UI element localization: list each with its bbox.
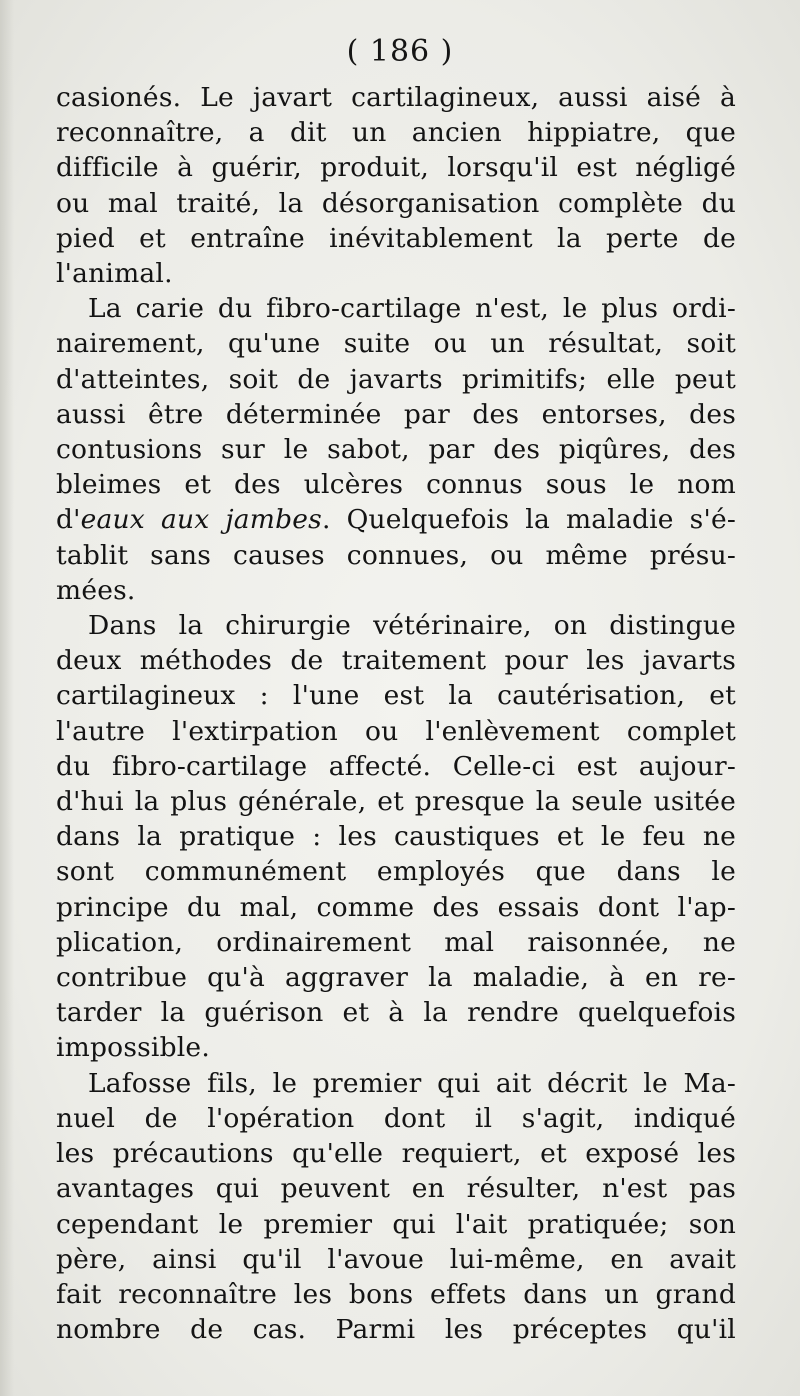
text-fragment: d' xyxy=(56,504,81,536)
text-line: dans la pratique : les caustiques et le feu ne xyxy=(56,821,736,853)
paragraph-1 xyxy=(56,80,736,291)
text-line: l'autre l'extirpation ou l'enlèvement complet xyxy=(56,715,736,747)
text-line: plication, ordinairement mal raisonnée, ne xyxy=(56,926,736,958)
text-line: pied et entraîne inévitablement la perte de xyxy=(56,222,736,254)
text-line: tarder la guérison et à la rendre quelquefois xyxy=(56,997,736,1029)
text-line: impossible. xyxy=(56,1032,210,1064)
text-line: deux méthodes de traitement pour les javarts xyxy=(56,645,736,677)
text-line: nairement, qu'une suite ou un résultat, soit xyxy=(56,328,736,360)
text-line: tablit sans causes connues, ou même présu- xyxy=(56,539,736,571)
text-line: mées. xyxy=(56,574,136,606)
text-fragment: . Quelquefois la maladie s'é- xyxy=(321,504,736,536)
text-line: d'hui la plus générale, et presque la seule usitée xyxy=(56,786,736,818)
text-line: cependant le premier qui l'ait pratiquée; son xyxy=(56,1208,736,1240)
text-line: bleimes et des ulcères connus sous le nom xyxy=(56,469,736,501)
text-line: reconnaître, a dit un ancien hippiatre, que xyxy=(56,117,736,149)
text-line: contribue qu'à aggraver la maladie, à en re- xyxy=(56,962,736,994)
text-line: du fibro-cartilage affecté. Celle-ci est aujour- xyxy=(56,750,736,782)
page-number: ( 186 ) xyxy=(346,34,454,69)
text-line: principe du mal, comme des essais dont l'ap- xyxy=(56,891,736,923)
text-line: casionés. Le javart cartilagineux, aussi aisé à xyxy=(56,82,736,113)
italic-term: eaux aux jambes xyxy=(80,504,322,536)
text-line: ou mal traité, la désorganisation complète du xyxy=(56,187,736,219)
page-edge-shadow xyxy=(0,0,14,1396)
body-text xyxy=(56,80,736,1347)
text-line: Lafosse fils, le premier qui ait décrit le Ma- xyxy=(88,1067,736,1099)
text-line: sont communément employés que dans le xyxy=(56,856,736,888)
text-line: l'animal. xyxy=(56,258,173,290)
text-line: les précautions qu'elle requiert, et exposé les xyxy=(56,1138,736,1170)
text-line: nombre de cas. Parmi les préceptes qu'il xyxy=(56,1314,736,1346)
text-line-with-italic xyxy=(56,502,736,537)
text-line: contusions sur le sabot, par des piqûres, des xyxy=(56,434,736,466)
paragraph-2 xyxy=(56,291,736,608)
text-line: fait reconnaître les bons effets dans un grand xyxy=(56,1278,736,1310)
text-line: cartilagineux : l'une est la cautérisation, et xyxy=(56,680,736,712)
text-line: d'atteintes, soit de javarts primitifs; elle peut xyxy=(56,363,736,395)
text-line: père, ainsi qu'il l'avoue lui-même, en avait xyxy=(56,1243,736,1275)
text-line: avantages qui peuvent en résulter, n'est pas xyxy=(56,1173,736,1205)
text-line: La carie du fibro-cartilage n'est, le plus ordi- xyxy=(88,293,736,325)
text-line: nuel de l'opération dont il s'agit, indiqué xyxy=(56,1102,736,1134)
paragraph-3 xyxy=(56,608,736,1066)
text-line: difficile à guérir, produit, lorsqu'il est négligé xyxy=(56,152,736,184)
text-line: aussi être déterminée par des entorses, des xyxy=(56,398,736,430)
paragraph-4 xyxy=(56,1066,736,1348)
text-line: Dans la chirurgie vétérinaire, on distingue xyxy=(88,610,736,642)
